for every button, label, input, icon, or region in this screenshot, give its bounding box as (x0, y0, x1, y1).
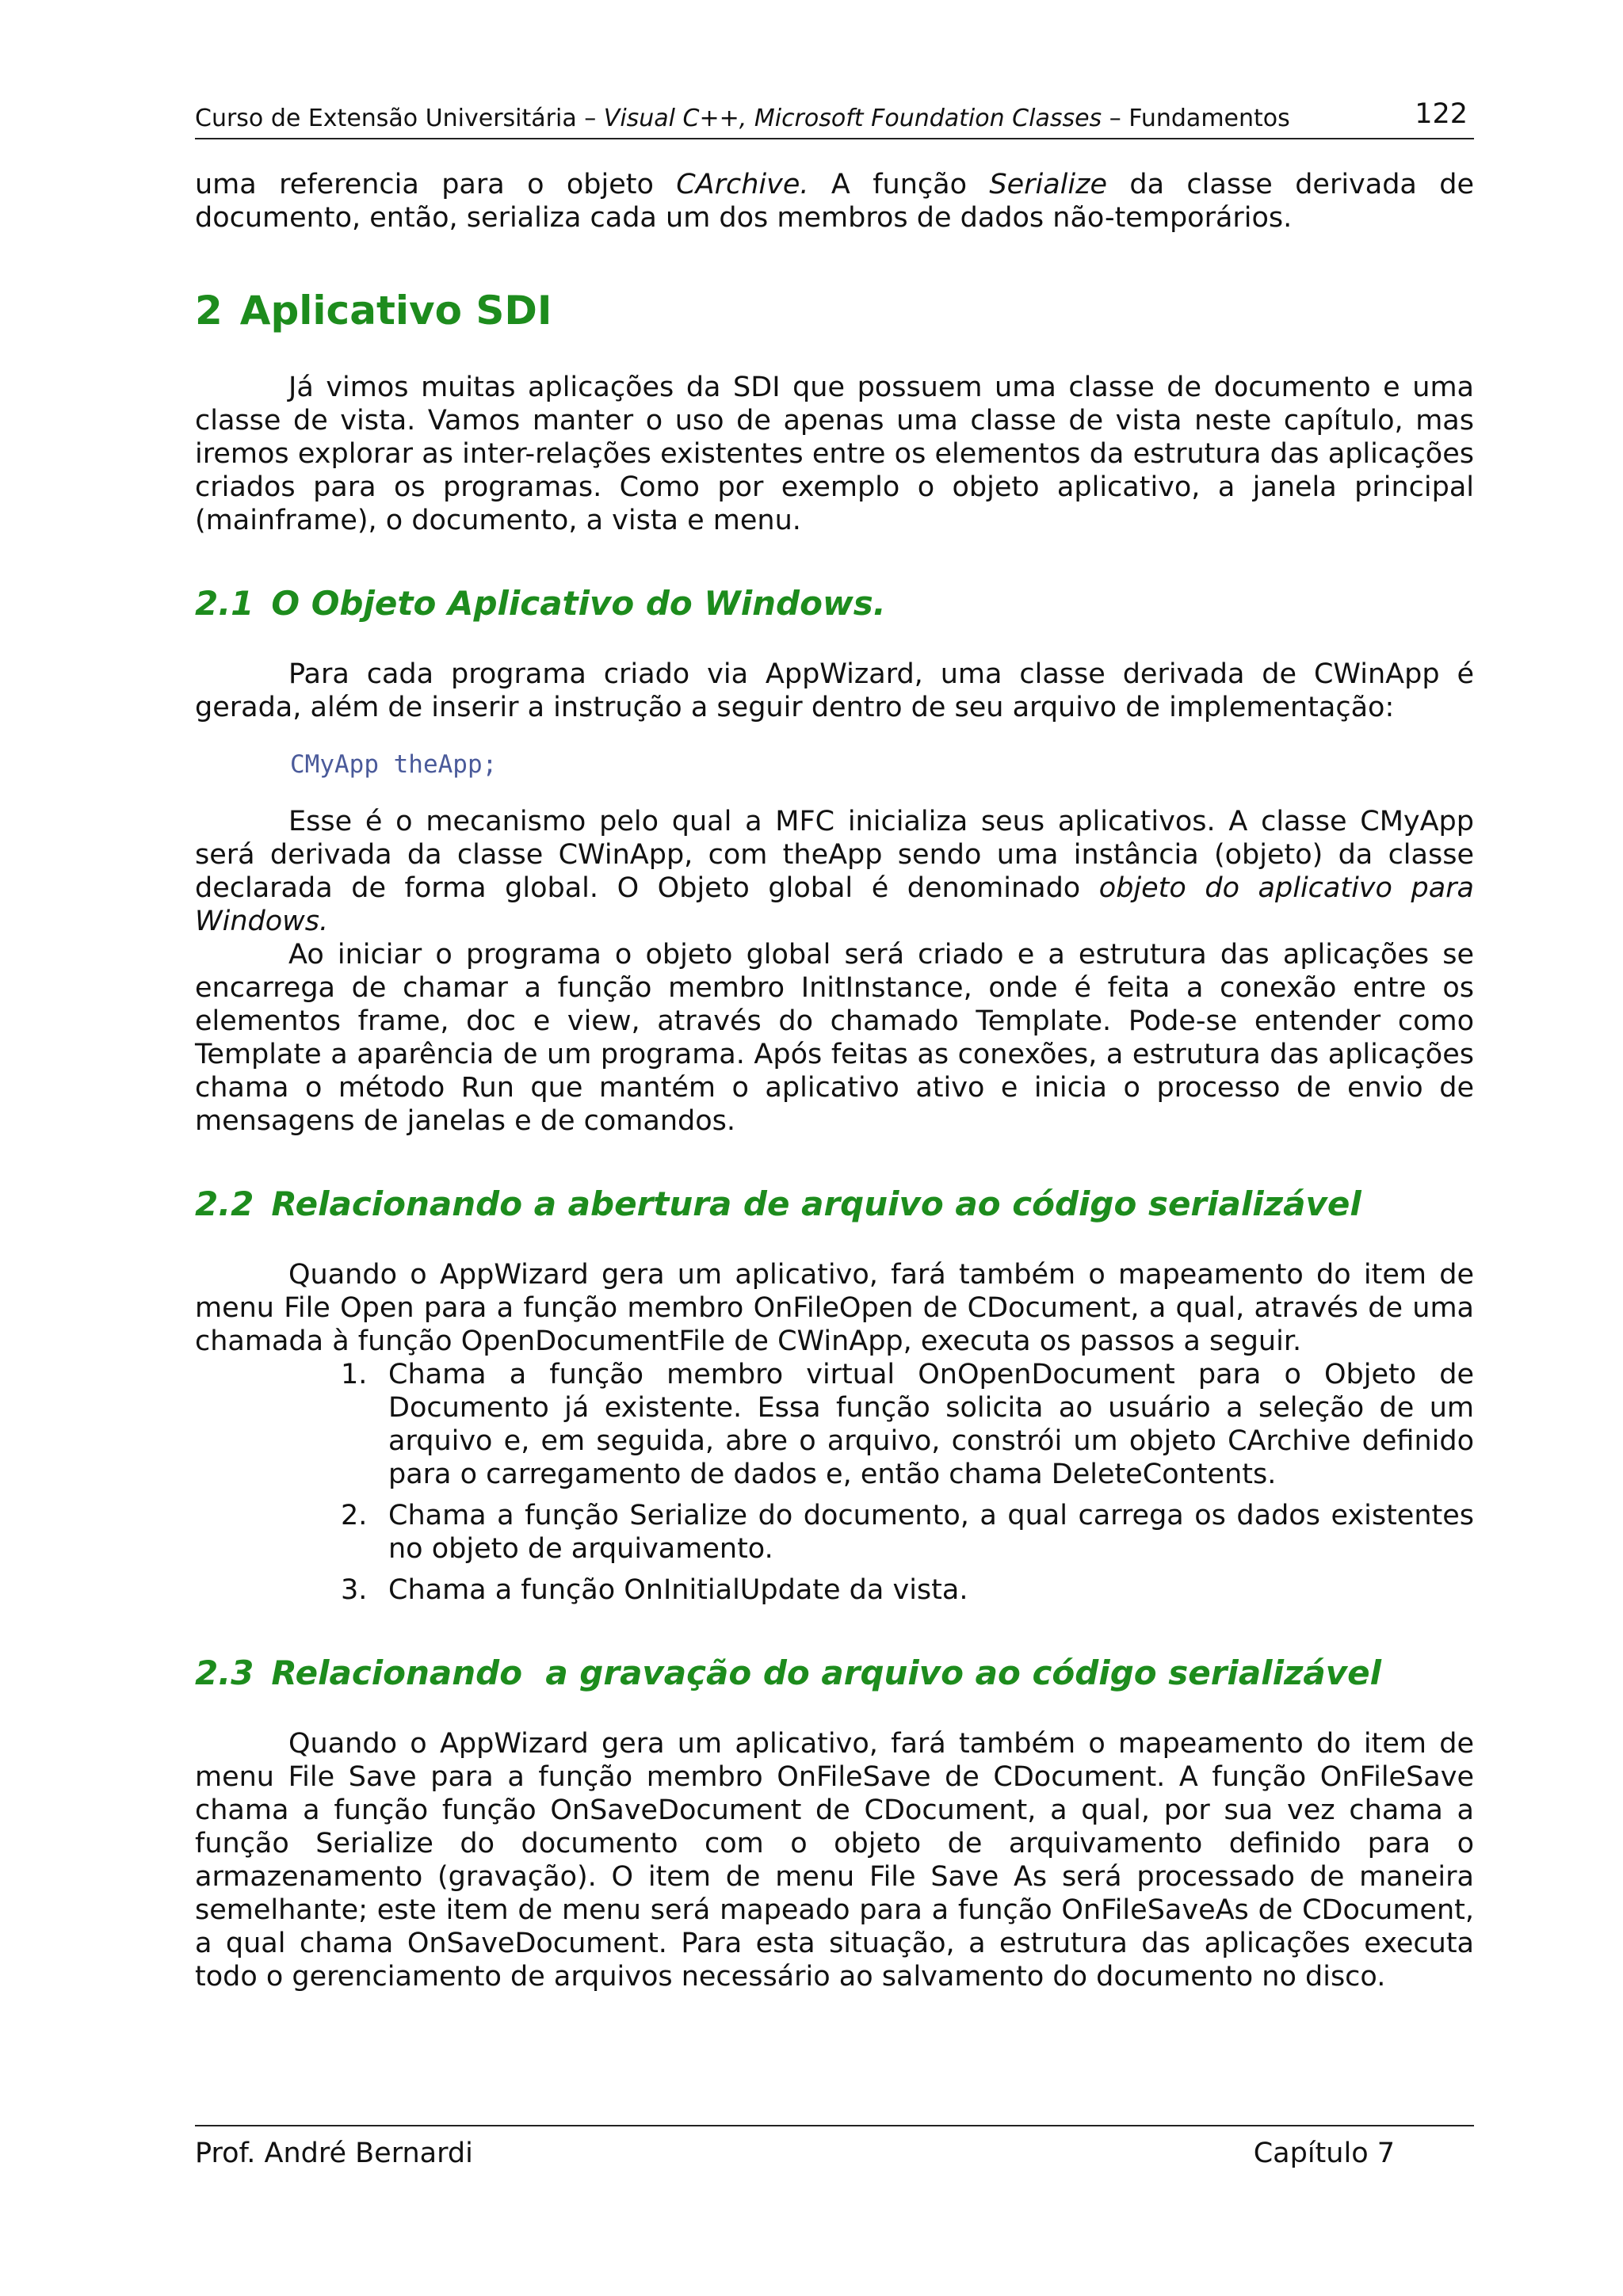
intro-paragraph: uma referencia para o objeto CArchive. A função Serialize da classe derivada de documento, então, serializa cada um dos membros de dados não-temporários. (195, 169, 1474, 234)
section-2-1-paragraph-2: Esse é o mecanismo pelo qual a MFC inicializa seus aplicativos. A classe CMyApp será derivada da classe CWinApp, com theApp sendo uma instância (objeto) da classe declarada de forma global. O Objeto global é denominado objeto do aplicativo para Windows. (195, 806, 1474, 937)
section-2-1-paragraph-1: Para cada programa criado via AppWizard, uma classe derivada de CWinApp é gerada, além de inserir a instrução a seguir dentro de seu arquivo de implementação: (195, 658, 1474, 723)
section-2-heading: 2 Aplicativo SDI (195, 288, 552, 334)
steps-list (341, 1358, 1474, 1607)
footer-author: Prof. André Bernardi (195, 2138, 473, 2169)
section-2-3-paragraph: Quando o AppWizard gera um aplicativo, fará também o mapeamento do item de menu File Save para a função membro OnFileSave de CDocument. A função OnFileSave chama a função função OnSaveDocument de CDocument, a qual, por sua vez chama a função Serialize do documento com o objeto de arquivamento definido para o armazenamento (gravação). O item de menu File Save As será processado de maneira semelhante; este item de menu será mapeado para a função OnFileSaveAs de CDocument, a qual chama OnSaveDocument. Para esta situação, a estrutura das aplicações executa todo o gerenciamento de arquivos necessário ao salvamento do documento no disco. (195, 1728, 1474, 1993)
section-2-1-heading: 2.1 O Objeto Aplicativo do Windows. (195, 584, 886, 623)
page-footer (195, 2125, 1474, 2169)
document-page (195, 0, 1474, 2296)
section-2-paragraph: Já vimos muitas aplicações da SDI que possuem uma classe de documento e uma classe de vista. Vamos manter o uso de apenas uma classe de vista neste capítulo, mas iremos explorar as inter-relações existentes entre os elementos da estrutura das aplicações criados para os programas. Como por exemplo o objeto aplicativo, a janela principal (mainframe), o documento, a vista e menu. (195, 372, 1474, 536)
page-header (195, 97, 1474, 139)
list-item: 2. Chama a função Serialize do documento, a qual carrega os dados existentes no objeto de arquivamento. (341, 1500, 1474, 1565)
section-2-2-paragraph: Quando o AppWizard gera um aplicativo, fará também o mapeamento do item de menu File Open para a função membro OnFileOpen de CDocument, a qual, através de uma chamada à função OpenDocumentFile de CWinApp, executa os passos a seguir. (195, 1259, 1474, 1357)
code-snippet: CMyApp theApp; (290, 750, 498, 779)
page-number: 122 (1415, 98, 1468, 130)
section-2-3-heading: 2.3 Relacionando a gravação do arquivo ao código serializável (195, 1653, 1382, 1692)
section-2-2-heading: 2.2 Relacionando a abertura de arquivo ao código serializável (195, 1184, 1361, 1223)
header-course-title: Curso de Extensão Universitária – Visual C++, Microsoft Foundation Classes – Fundamentos (195, 105, 1290, 132)
list-item: 3. Chama a função OnInitialUpdate da vista. (341, 1574, 968, 1606)
page-body (195, 168, 1474, 1993)
footer-chapter: Capítulo 7 (1253, 2138, 1395, 2169)
section-2-1-paragraph-3: Ao iniciar o programa o objeto global será criado e a estrutura das aplicações se encarrega de chamar a função membro InitInstance, onde é feita a conexão entre os elementos frame, doc e view, através do chamado Template. Pode-se entender como Template a aparência de um programa. Após feitas as conexões, a estrutura das aplicações chama o método Run que mantém o aplicativo ativo e inicia o processo de envio de mensagens de janelas e de comandos. (195, 939, 1474, 1137)
list-item: 1. Chama a função membro virtual OnOpenDocument para o Objeto de Documento já existente. Essa função solicita ao usuário a seleção de um arquivo e, em seguida, abre o arquivo, constrói um objeto CArchive definido para o carregamento de dados e, então chama DeleteContents. (341, 1359, 1474, 1490)
